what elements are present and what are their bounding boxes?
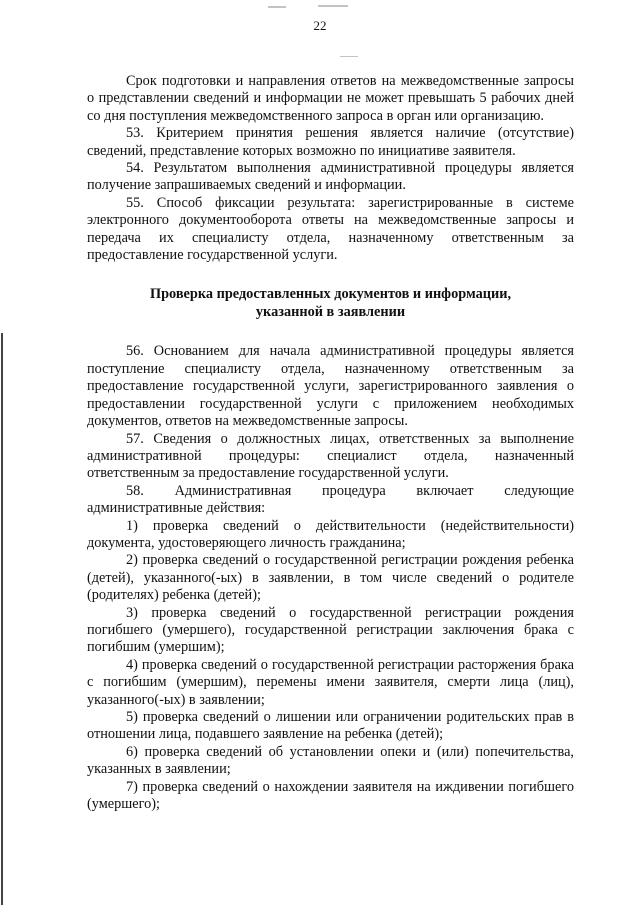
page-number: 22 [313, 18, 327, 33]
list-item-4: 4) проверка сведений о государственной регистрации расторжения брака с погибшим (умершим), перемены имени заявителя, смерти лица (лиц), указанного(-ых) в заявлении; [87, 656, 574, 708]
paragraph-54: 54. Результатом выполнения административной процедуры является получение запрашиваемых сведений и информации. [87, 160, 574, 194]
list-item-3: 3) проверка сведений о государственной регистрации рождения погибшего (умершего), государственной регистрации заключения брака с погибшим (умершим); [87, 604, 574, 656]
paragraph-57: 57. Сведения о должностных лицах, ответственных за выполнение административной процедуры: специалист отдела, назначенный ответственным за предоставление государственной услуги. [87, 430, 574, 482]
page-edge-line [1, 333, 3, 905]
scan-artifact [340, 56, 358, 57]
list-item-5: 5) проверка сведений о лишении или ограничении родительских прав в отношении лица, подавшего заявление на ребенка (детей); [87, 709, 574, 743]
list-item-6: 6) проверка сведений об установлении опеки и (или) попечительства, указанных в заявлении; [87, 743, 574, 778]
paragraph-55: 55. Способ фиксации результата: зарегистрированные в системе электронного документооборота ответы на межведомственные запросы и передача их специалисту отдела, назначенному ответственным за предоставление государственной услуги. [87, 194, 574, 264]
list-item-2: 2) проверка сведений о государственной регистрации рождения ребенка (детей), указанного(-ых) в заявлении, в том числе сведений о родителе (родителях) ребенка (детей); [87, 552, 574, 604]
list-item-1: 1) проверка сведений о действительности (недействительности) документа, удостоверяющего личность гражданина; [87, 517, 574, 551]
scan-artifact [318, 5, 348, 7]
section-heading-line-2: указанной в заявлении [255, 304, 406, 321]
paragraph-58: 58. Административная процедура включает следующие административные действия: [87, 482, 574, 517]
list-item-7: 7) проверка сведений о нахождении заявителя на иждивении погибшего (умершего); [87, 778, 574, 813]
paragraph: Срок подготовки и направления ответов на межведомственные запросы о представлении сведений и информации не может превышать 5 рабочих дней со дня поступления межведомственного запроса в орган или организацию. [87, 73, 574, 124]
scan-artifact [268, 6, 286, 8]
document-body [87, 73, 574, 813]
paragraph-53: 53. Критерием принятия решения является наличие (отсутствие) сведений, представление которых возможно по инициативе заявителя. [87, 125, 574, 159]
section-heading [87, 285, 574, 321]
section-heading-line-1: Проверка предоставленных документов и информации, [149, 286, 512, 303]
paragraph-56: 56. Основанием для начала административной процедуры является поступление специалисту отдела, назначенному ответственным за предоставление государственной услуги, зарегистрированного заявления о предоставлении государственной услуги с приложением необходимых документов, ответов на межведомственные запросы. [87, 343, 574, 430]
